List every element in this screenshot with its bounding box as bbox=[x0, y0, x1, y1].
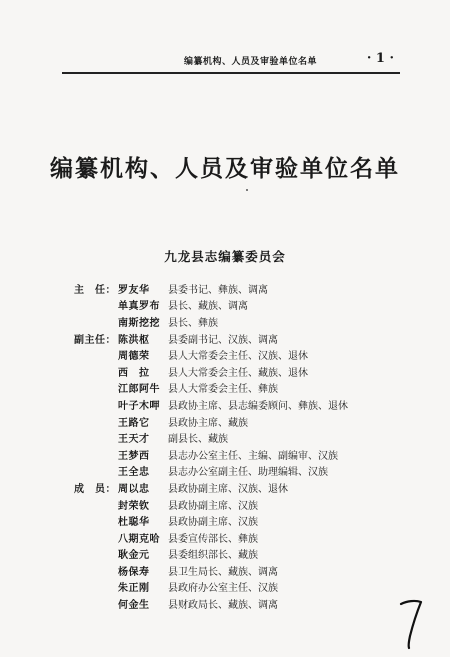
roster-row bbox=[74, 529, 404, 546]
member-name: 南斯挖挖 bbox=[118, 317, 160, 329]
member-name: 陈洪枢 bbox=[118, 334, 150, 346]
member-role: 主 任： bbox=[74, 284, 116, 296]
roster-row bbox=[74, 562, 404, 579]
member-name: 朱正刚 bbox=[118, 583, 150, 595]
member-description: 县委副书记、汉族、调离 bbox=[168, 334, 278, 346]
member-description: 县政协副主席、汉族 bbox=[168, 500, 258, 512]
member-description: 县志办公室副主任、助理编辑、汉族 bbox=[168, 467, 328, 479]
roster-row bbox=[74, 363, 404, 380]
member-description: 县长、藏族、调离 bbox=[168, 301, 248, 313]
member-description: 县财政局长、藏族、调离 bbox=[168, 600, 278, 612]
member-role: 成 员： bbox=[74, 483, 116, 495]
member-description: 县政协主席、藏族 bbox=[168, 417, 248, 429]
roster-row bbox=[74, 579, 404, 596]
member-name: 王全忠 bbox=[118, 467, 150, 479]
member-description: 县人大常委会主任、藏族、退休 bbox=[168, 367, 308, 379]
member-name: 杜聪华 bbox=[118, 517, 150, 529]
roster-row bbox=[74, 463, 404, 480]
roster-row bbox=[74, 512, 404, 529]
member-description: 县长、彝族 bbox=[168, 317, 218, 329]
member-name: 单真罗布 bbox=[118, 301, 160, 313]
committee-title: 九龙县志编纂委员会 bbox=[164, 249, 286, 264]
member-name: 罗友华 bbox=[118, 284, 150, 296]
roster-row bbox=[74, 330, 404, 347]
member-description: 县政协副主席、汉族 bbox=[168, 517, 258, 529]
member-name: 叶子木呷 bbox=[118, 400, 160, 412]
member-description: 县卫生局长、藏族、调离 bbox=[168, 566, 278, 578]
roster-row bbox=[74, 396, 404, 413]
member-name: 何金生 bbox=[118, 600, 150, 612]
roster-row bbox=[74, 496, 404, 513]
ink-speck bbox=[246, 189, 248, 191]
header-title: 编纂机构、人员及审验单位名单 bbox=[184, 57, 318, 67]
roster-row bbox=[74, 346, 404, 363]
member-description: 县人大常委会主任、汉族、退休 bbox=[168, 351, 308, 363]
member-name: 王梦西 bbox=[118, 450, 150, 462]
member-name: 周德荣 bbox=[118, 351, 150, 363]
member-description: 县志办公室主任、主编、副编审、汉族 bbox=[168, 450, 338, 462]
roster-row bbox=[74, 280, 404, 297]
member-roster bbox=[74, 280, 404, 612]
member-name: 周以忠 bbox=[118, 483, 150, 495]
member-description: 县委宣传部长、彝族 bbox=[168, 533, 258, 545]
member-description: 县委组织部长、藏族 bbox=[168, 550, 258, 562]
main-title: 编纂机构、人员及审验单位名单 bbox=[50, 155, 400, 182]
running-header bbox=[62, 50, 400, 74]
member-name: 王天才 bbox=[118, 434, 150, 446]
member-name: 杨保寿 bbox=[118, 566, 150, 578]
roster-row bbox=[74, 479, 404, 496]
member-name: 耿金元 bbox=[118, 550, 150, 562]
member-description: 县政协副主席、汉族、退休 bbox=[168, 483, 288, 495]
roster-row bbox=[74, 446, 404, 463]
member-name: 江郎阿牛 bbox=[118, 384, 160, 396]
member-description: 县委书记、彝族、调离 bbox=[168, 284, 268, 296]
roster-row bbox=[74, 429, 404, 446]
member-description: 县政协主席、县志编委顾问、彝族、退休 bbox=[168, 400, 348, 412]
member-description: 副县长、藏族 bbox=[168, 434, 228, 446]
roster-row bbox=[74, 380, 404, 397]
member-name: 王路它 bbox=[118, 417, 150, 429]
roster-row bbox=[74, 297, 404, 314]
roster-row bbox=[74, 595, 404, 612]
member-description: 县政府办公室主任、汉族 bbox=[168, 583, 278, 595]
roster-row bbox=[74, 313, 404, 330]
page-number: · 1 · bbox=[366, 51, 394, 66]
roster-row bbox=[74, 546, 404, 563]
member-name: 封荣钦 bbox=[118, 500, 150, 512]
member-description: 县人大常委会主任、彝族 bbox=[168, 384, 278, 396]
roster-row bbox=[74, 413, 404, 430]
member-name: 西 拉 bbox=[118, 367, 150, 379]
member-name: 八期克哈 bbox=[118, 533, 160, 545]
member-role: 副主任： bbox=[74, 334, 116, 346]
handwritten-mark-icon bbox=[398, 598, 424, 650]
